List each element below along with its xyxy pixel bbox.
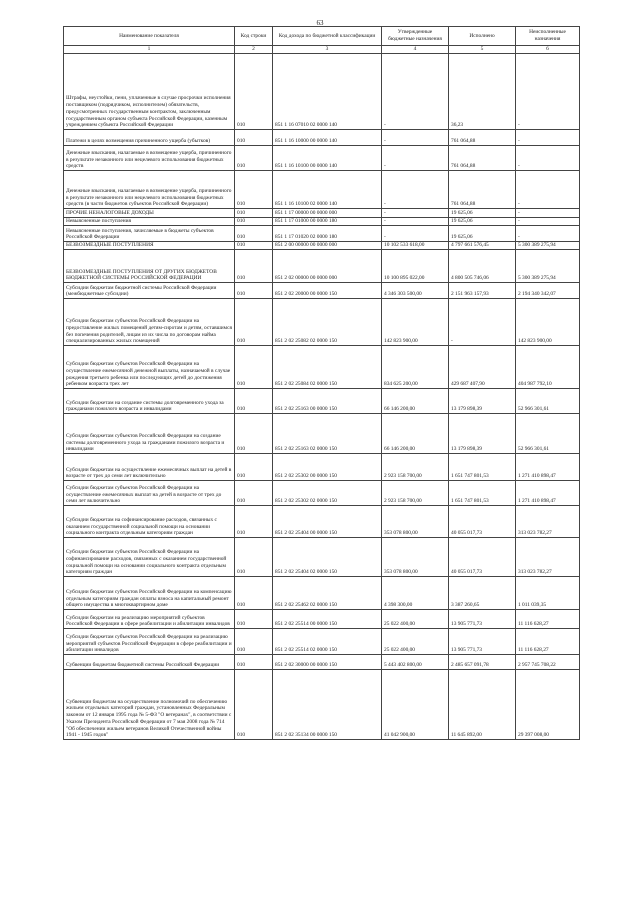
row-unexecuted: -	[516, 171, 580, 209]
col-header-approved: Утвержденные бюджетные назначения	[382, 27, 449, 46]
row-line-code: 010	[235, 226, 273, 242]
row-executed: 2 151 963 157,93	[449, 283, 516, 299]
row-name: Невыясненные поступления	[64, 218, 235, 226]
row-income-code: 851 2 02 25084 02 0000 150	[273, 346, 382, 389]
row-name: Субсидии бюджетам субъектов Российской Федерации на осуществление ежемесячных выплат на детей в возрасте от трех до семи лет включительно	[64, 481, 235, 506]
row-line-code: 010	[235, 209, 273, 218]
row-executed: 19 625,06	[449, 226, 516, 242]
row-unexecuted: 313 023 782,27	[516, 538, 580, 577]
row-income-code: 851 1 16 07010 02 0000 140	[273, 54, 382, 130]
row-line-code: 010	[235, 54, 273, 130]
table-row	[64, 629, 580, 655]
row-name: Штрафы, неустойки, пени, уплаченные в случае просрочки исполнения поставщиком (подрядчиком, исполнителем) обязательств, предусмотренных государственным контрактом, заключенным государственным органом субъекта Российской Федерации, казенным учреждением субъекта Российской Федерации	[64, 54, 235, 130]
table-row	[64, 242, 580, 250]
row-income-code: 851 2 02 25302 00 0000 150	[273, 454, 382, 481]
row-unexecuted: -	[516, 146, 580, 171]
table-row	[64, 283, 580, 299]
table-row	[64, 346, 580, 389]
row-income-code: 851 1 17 01020 02 0000 180	[273, 226, 382, 242]
row-approved: 353 078 800,00	[382, 506, 449, 538]
row-executed: 36,23	[449, 54, 516, 130]
row-executed: 1 651 747 801,53	[449, 454, 516, 481]
row-name: Субвенции бюджетам бюджетной системы Российской Федерации	[64, 655, 235, 670]
row-income-code: 851 1 16 10100 00 0000 140	[273, 146, 382, 171]
row-approved: 25 022 400,00	[382, 629, 449, 655]
row-line-code: 010	[235, 577, 273, 610]
row-executed: 13 905 771,73	[449, 629, 516, 655]
col-number: 1	[64, 46, 235, 54]
row-executed: 19 625,06	[449, 218, 516, 226]
row-income-code: 851 2 02 30000 00 0000 150	[273, 655, 382, 670]
row-income-code: 851 1 17 00000 00 0000 000	[273, 209, 382, 218]
row-executed: 429 687 407,90	[449, 346, 516, 389]
row-unexecuted: 11 116 628,27	[516, 610, 580, 629]
row-line-code: 010	[235, 130, 273, 146]
col-header-executed: Исполнено	[449, 27, 516, 46]
row-name: Субсидии бюджетам субъектов Российской Федерации на реализацию мероприятий субъектов Российской Федерации в сфере реабилитации и абилитации инвалидов	[64, 629, 235, 655]
row-name: Субсидии бюджетам субъектов Российской Федерации на осуществление ежемесячной денежной выплаты, назначаемой в случае рождения третьего ребенка или последующих детей до достижения ребенком возраста трех лет	[64, 346, 235, 389]
row-line-code: 010	[235, 629, 273, 655]
row-unexecuted: 52 966 301,61	[516, 389, 580, 414]
row-approved: -	[382, 54, 449, 130]
row-executed: 2 485 657 091,78	[449, 655, 516, 670]
col-number: 4	[382, 46, 449, 54]
row-name: Невыясненные поступления, зачисляемые в бюджеты субъектов Российской Федерации	[64, 226, 235, 242]
row-executed: 4 800 505 746,06	[449, 250, 516, 283]
row-line-code: 010	[235, 218, 273, 226]
row-executed: 761 064,88	[449, 171, 516, 209]
row-unexecuted: -	[516, 54, 580, 130]
row-unexecuted: 1 271 410 898,47	[516, 481, 580, 506]
row-approved: 10 100 895 022,00	[382, 250, 449, 283]
row-line-code: 010	[235, 389, 273, 414]
row-approved: -	[382, 209, 449, 218]
row-unexecuted: 1 271 410 898,47	[516, 454, 580, 481]
row-executed: -	[449, 299, 516, 346]
table-row	[64, 389, 580, 414]
row-executed: 11 645 892,00	[449, 670, 516, 740]
row-income-code: 851 2 02 25163 00 0000 150	[273, 389, 382, 414]
row-name: Платежи в целях возмещения причиненного ущерба (убытков)	[64, 130, 235, 146]
table-row	[64, 506, 580, 538]
row-approved: 41 042 900,00	[382, 670, 449, 740]
row-unexecuted: 404 987 792,10	[516, 346, 580, 389]
row-unexecuted: 313 023 782,27	[516, 506, 580, 538]
row-income-code: 851 1 17 01000 00 0000 180	[273, 218, 382, 226]
row-line-code: 010	[235, 283, 273, 299]
table-row	[64, 414, 580, 454]
row-income-code: 851 2 02 25462 02 0000 150	[273, 577, 382, 610]
row-name: Субсидии бюджетам на софинансирование расходов, связанных с оказанием государственной социальной помощи на основании социального контракта отдельным категориям граждан	[64, 506, 235, 538]
row-line-code: 010	[235, 414, 273, 454]
row-executed: 40 055 017,73	[449, 506, 516, 538]
row-executed: 13 905 771,73	[449, 610, 516, 629]
row-line-code: 010	[235, 171, 273, 209]
row-unexecuted: 5 300 389 275,94	[516, 250, 580, 283]
row-line-code: 010	[235, 670, 273, 740]
row-unexecuted: 52 966 301,61	[516, 414, 580, 454]
table-row	[64, 130, 580, 146]
row-name: Денежные взыскания, налагаемые в возмещение ущерба, причиненного в результате незаконного или нецелевого использования бюджетных средств (в части бюджетов субъектов Российской Федерации)	[64, 171, 235, 209]
row-approved: -	[382, 218, 449, 226]
row-name: Субсидии бюджетам субъектов Российской Федерации на компенсацию отдельным категориям граждан оплаты взноса на капитальный ремонт общего имущества в многоквартирном доме	[64, 577, 235, 610]
row-line-code: 010	[235, 506, 273, 538]
row-line-code: 010	[235, 242, 273, 250]
row-approved: 4 346 303 500,00	[382, 283, 449, 299]
col-number: 5	[449, 46, 516, 54]
row-executed: 19 625,06	[449, 209, 516, 218]
table-row	[64, 610, 580, 629]
row-executed: 40 055 017,73	[449, 538, 516, 577]
row-approved: 25 022 400,00	[382, 610, 449, 629]
table-row	[64, 54, 580, 130]
row-executed: 1 651 747 801,53	[449, 481, 516, 506]
row-unexecuted: 1 011 039,35	[516, 577, 580, 610]
table-row	[64, 171, 580, 209]
row-line-code: 010	[235, 610, 273, 629]
row-line-code: 010	[235, 481, 273, 506]
row-name: Субсидии бюджетам на создание системы долговременного ухода за гражданами пожилого возраста и инвалидами	[64, 389, 235, 414]
row-income-code: 851 2 02 00000 00 0000 000	[273, 250, 382, 283]
row-name: Денежные взыскания, налагаемые в возмещение ущерба, причиненного в результате незаконного или нецелевого использования бюджетных средств	[64, 146, 235, 171]
header-row	[64, 27, 580, 46]
col-number: 3	[273, 46, 382, 54]
row-name: БЕЗВОЗМЕЗДНЫЕ ПОСТУПЛЕНИЯ ОТ ДРУГИХ БЮДЖЕТОВ БЮДЖЕТНОЙ СИСТЕМЫ РОССИЙСКОЙ ФЕДЕРАЦИИ	[64, 250, 235, 283]
col-number: 6	[516, 46, 580, 54]
table-row	[64, 670, 580, 740]
row-approved: -	[382, 226, 449, 242]
row-executed: 13 179 898,39	[449, 389, 516, 414]
table-row	[64, 226, 580, 242]
row-line-code: 010	[235, 655, 273, 670]
row-approved: 10 102 533 618,00	[382, 242, 449, 250]
row-executed: 761 064,88	[449, 130, 516, 146]
row-approved: -	[382, 130, 449, 146]
row-name: Субсидии бюджетам субъектов Российской Федерации на предоставление жилых помещений детям-сиротам и детям, оставшимся без попечения родителей, лицам из их числа по договорам найма специализированных жилых помещений	[64, 299, 235, 346]
col-header-code: Код дохода по бюджетной классификации	[273, 27, 382, 46]
row-name: Субсидии бюджетам субъектов Российской Федерации на создание системы долговременного ухода за гражданами пожилого возраста и инвалидами	[64, 414, 235, 454]
table-row	[64, 250, 580, 283]
row-income-code: 851 2 02 25404 00 0000 150	[273, 506, 382, 538]
row-executed: 13 179 898,39	[449, 414, 516, 454]
table-row	[64, 299, 580, 346]
table-row	[64, 655, 580, 670]
table-row	[64, 454, 580, 481]
column-number-row	[64, 46, 580, 54]
row-line-code: 010	[235, 250, 273, 283]
row-unexecuted: 29 397 008,00	[516, 670, 580, 740]
row-approved: -	[382, 171, 449, 209]
row-income-code: 851 2 02 25163 02 0000 150	[273, 414, 382, 454]
row-approved: 66 146 200,00	[382, 389, 449, 414]
row-name: Субвенции бюджетам на осуществление полномочий по обеспечению жильем отдельных категорий граждан, установленных Федеральным законом от 12 января 1995 года № 5-ФЗ "О ветеранах", в соответствии с Указом Президента Российской Федерации от 7 мая 2008 года № 714 "Об обеспечении жильем ветеранов Великой Отечественной войны 1941 - 1945 годов"	[64, 670, 235, 740]
row-unexecuted: 2 194 340 342,07	[516, 283, 580, 299]
col-header-unexecuted: Неисполненные назначения	[516, 27, 580, 46]
row-income-code: 851 2 02 25514 00 0000 150	[273, 610, 382, 629]
table-row	[64, 577, 580, 610]
row-unexecuted: -	[516, 226, 580, 242]
row-income-code: 851 2 02 25302 02 0000 150	[273, 481, 382, 506]
row-name: Субсидии бюджетам бюджетной системы Российской Федерации (межбюджетные субсидии)	[64, 283, 235, 299]
row-approved: 834 625 200,00	[382, 346, 449, 389]
row-unexecuted: -	[516, 218, 580, 226]
row-income-code: 851 2 02 20000 00 0000 150	[273, 283, 382, 299]
row-unexecuted: 2 957 745 708,22	[516, 655, 580, 670]
row-name: Субсидии бюджетам субъектов Российской Федерации на софинансирование расходов, связанных с оказанием государственной социальной помощи на основании социального контракта отдельным категориям граждан	[64, 538, 235, 577]
row-line-code: 010	[235, 146, 273, 171]
table-row	[64, 538, 580, 577]
row-approved: 2 923 158 700,00	[382, 481, 449, 506]
row-executed: 4 797 661 576,45	[449, 242, 516, 250]
row-income-code: 851 2 02 25404 02 0000 150	[273, 538, 382, 577]
row-approved: 4 398 300,00	[382, 577, 449, 610]
row-unexecuted: -	[516, 209, 580, 218]
table-row	[64, 481, 580, 506]
row-approved: 5 443 402 800,00	[382, 655, 449, 670]
row-approved: 142 823 900,00	[382, 299, 449, 346]
row-approved: 353 078 800,00	[382, 538, 449, 577]
row-unexecuted: 142 823 900,00	[516, 299, 580, 346]
row-approved: 2 923 158 700,00	[382, 454, 449, 481]
row-income-code: 851 2 00 00000 00 0000 000	[273, 242, 382, 250]
row-name: БЕЗВОЗМЕЗДНЫЕ ПОСТУПЛЕНИЯ	[64, 242, 235, 250]
table-row	[64, 218, 580, 226]
row-line-code: 010	[235, 346, 273, 389]
table-row	[64, 146, 580, 171]
row-approved: -	[382, 146, 449, 171]
row-unexecuted: 11 116 628,27	[516, 629, 580, 655]
row-executed: 3 387 260,65	[449, 577, 516, 610]
row-name: ПРОЧИЕ НЕНАЛОГОВЫЕ ДОХОДЫ	[64, 209, 235, 218]
row-name: Субсидии бюджетам на осуществление ежемесячных выплат на детей в возрасте от трех до семи лет включительно	[64, 454, 235, 481]
page-number: 63	[316, 19, 324, 27]
row-unexecuted: 5 300 389 275,94	[516, 242, 580, 250]
row-line-code: 010	[235, 299, 273, 346]
col-header-line: Код строки	[235, 27, 273, 46]
row-executed: 761 064,88	[449, 146, 516, 171]
col-header-name: Наименование показателя	[64, 27, 235, 46]
row-income-code: 851 1 16 10000 00 0000 140	[273, 130, 382, 146]
row-unexecuted: -	[516, 130, 580, 146]
row-income-code: 851 1 16 10100 02 0000 140	[273, 171, 382, 209]
row-name: Субсидии бюджетам на реализацию мероприятий субъектов Российской Федерации в сфере реабилитации и абилитации инвалидов	[64, 610, 235, 629]
row-approved: 66 146 200,00	[382, 414, 449, 454]
table-row	[64, 209, 580, 218]
row-income-code: 851 2 02 25082 02 0000 150	[273, 299, 382, 346]
budget-income-table	[63, 26, 580, 740]
row-line-code: 010	[235, 538, 273, 577]
row-line-code: 010	[235, 454, 273, 481]
row-income-code: 851 2 02 35134 00 0000 150	[273, 670, 382, 740]
col-number: 2	[235, 46, 273, 54]
row-income-code: 851 2 02 25514 02 0000 150	[273, 629, 382, 655]
